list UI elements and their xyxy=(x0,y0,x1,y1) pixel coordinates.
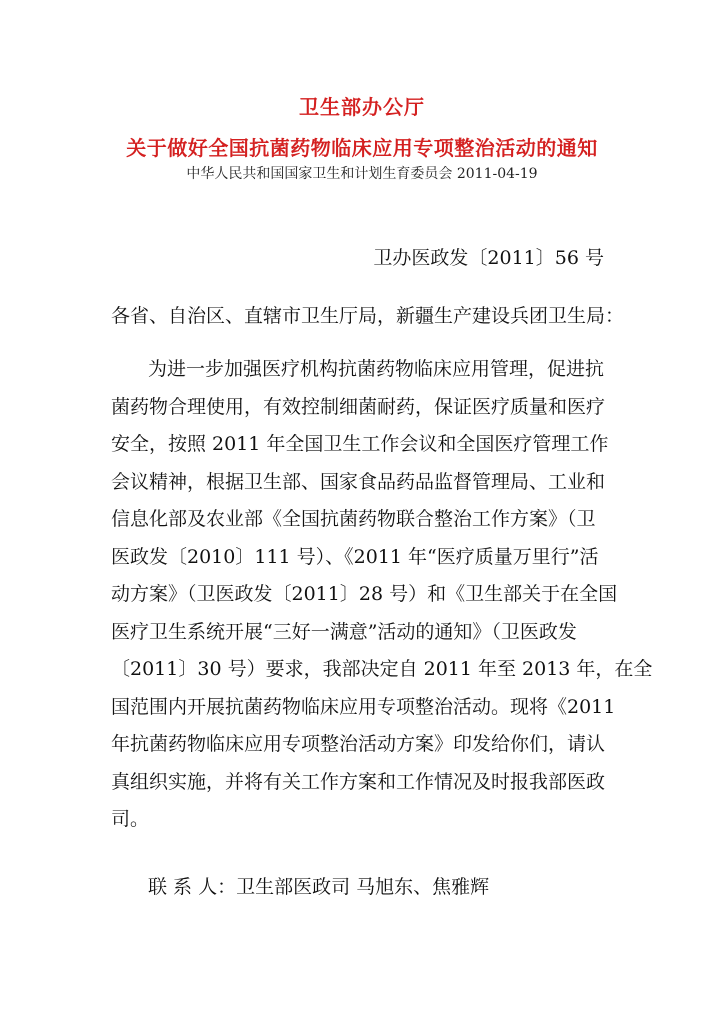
body-line: 菌药物合理使用，有效控制细菌耐药，保证医疗质量和医疗 xyxy=(111,395,606,418)
issuing-office-title: 卫生部办公厅 xyxy=(299,95,425,119)
contact-person-line: 联 系 人：卫生部医政司 马旭东、焦雅辉 xyxy=(148,876,490,898)
body-line: 信息化部及农业部《全国抗菌药物联合整治工作方案》（卫 xyxy=(111,508,596,530)
document-number: 卫办医政发〔2011〕56 号 xyxy=(373,247,604,269)
body-line: 司。 xyxy=(111,808,150,830)
body-line: 动方案》（卫医政发〔2011〕28 号）和《卫生部关于在全国 xyxy=(111,583,618,605)
body-line: 会议精神，根据卫生部、国家食品药品监督管理局、工业和 xyxy=(111,470,606,493)
body-line: 安全，按照 2011 年全国卫生工作会议和全国医疗管理工作 xyxy=(111,433,609,455)
body-line: 医疗卫生系统开展“三好一满意”活动的通知》（卫医政发 xyxy=(111,620,577,643)
body-paragraph xyxy=(111,357,653,845)
body-line: 国范围内开展抗菌药物临床应用专项整治活动。现将《2011 xyxy=(111,695,616,718)
notice-title: 关于做好全国抗菌药物临床应用专项整治活动的通知 xyxy=(126,136,598,160)
body-line: 年抗菌药物临床应用专项整治活动方案》印发给你们，请认 xyxy=(111,733,606,755)
body-line: 〔2011〕30 号）要求，我部决定自 2011 年至 2013 年，在全 xyxy=(111,658,653,680)
body-line: 为进一步加强医疗机构抗菌药物临床应用管理，促进抗 xyxy=(148,358,605,380)
body-line: 真组织实施，并将有关工作方案和工作情况及时报我部医政 xyxy=(111,770,606,793)
addressee-line: 各省、自治区、直辖市卫生厅局，新疆生产建设兵团卫生局： xyxy=(111,305,625,327)
body-line: 医政发〔2010〕111 号）、《2011 年“医疗质量万里行”活 xyxy=(111,545,599,568)
source-and-date: 中华人民共和国国家卫生和计划生育委员会 2011-04-19 xyxy=(186,166,538,182)
